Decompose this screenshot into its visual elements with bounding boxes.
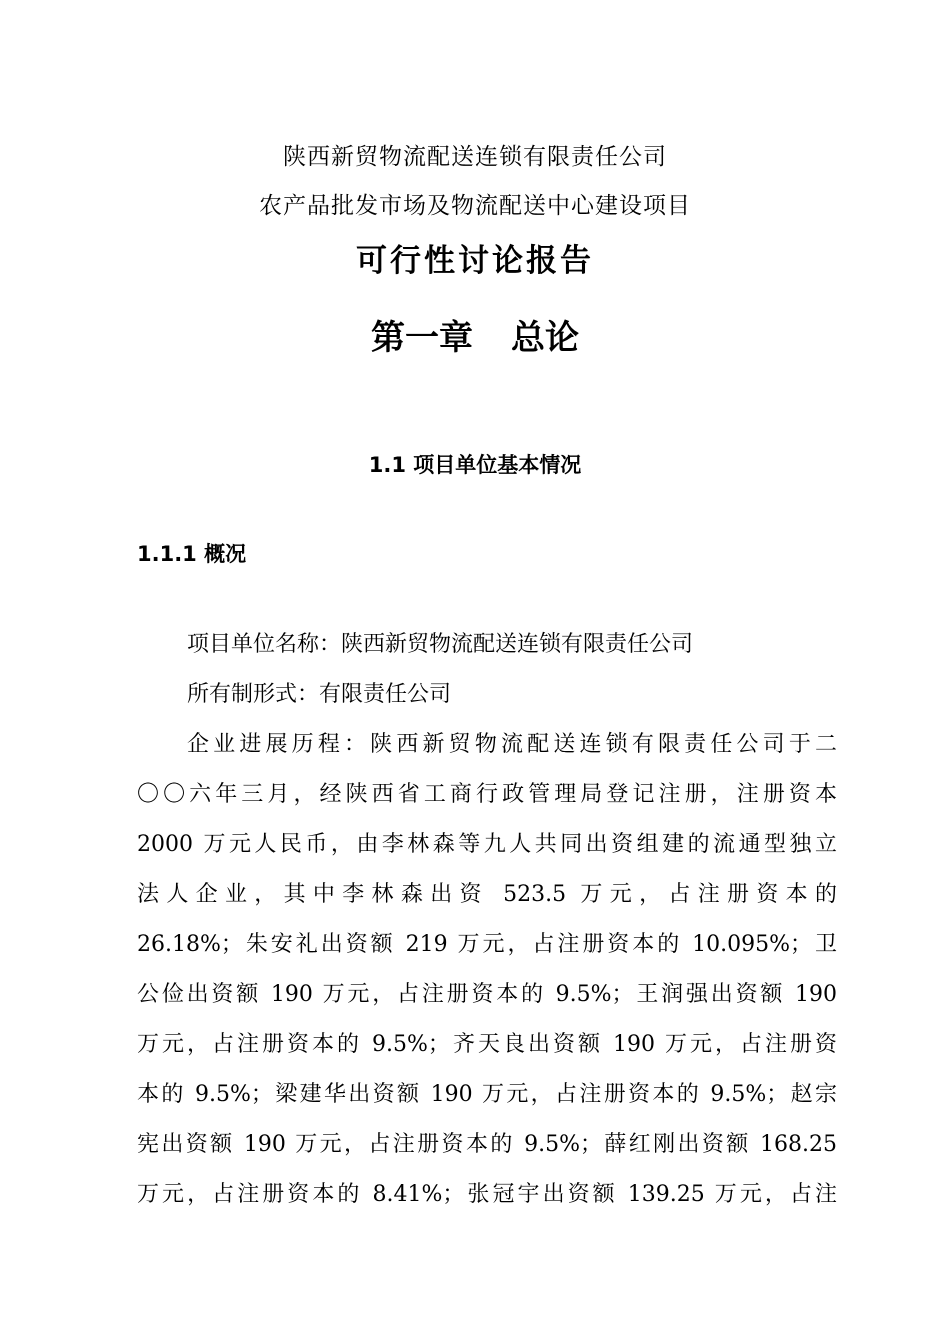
report-title: 可行性讨论报告 — [356, 243, 594, 279]
paragraph-line: 万元，占注册资本的 8.41%；张冠宇出资额 139.25 万元，占注 — [137, 1182, 837, 1207]
chapter-title: 总论 — [511, 318, 579, 358]
paragraph-line: 所有制形式：有限责任公司 — [187, 682, 452, 707]
paragraph-line: 2000 万元人民币，由李林森等九人共同出资组建的流通型独立 — [137, 832, 837, 857]
company-name-title: 陕西新贸物流配送连锁有限责任公司 — [283, 144, 667, 170]
paragraph-line: 〇〇六年三月，经陕西省工商行政管理局登记注册，注册资本 — [137, 782, 837, 807]
paragraph-line: 本的 9.5%；梁建华出资额 190 万元，占注册资本的 9.5%；赵宗 — [137, 1082, 837, 1107]
chapter-number: 第一章 — [371, 318, 473, 358]
project-name-title: 农产品批发市场及物流配送中心建设项目 — [259, 193, 691, 219]
chapter-heading — [0, 310, 950, 359]
body-text — [137, 620, 837, 1220]
paragraph-line: 项目单位名称：陕西新贸物流配送连锁有限责任公司 — [187, 632, 694, 657]
section-heading: 1.1 项目单位基本情况 — [368, 453, 582, 477]
paragraph-line: 26.18%；朱安礼出资额 219 万元，占注册资本的 10.095%；卫 — [137, 932, 837, 957]
paragraph-line: 公俭出资额 190 万元，占注册资本的 9.5%；王润强出资额 190 — [137, 982, 837, 1007]
paragraph-line: 宪出资额 190 万元，占注册资本的 9.5%；薛红刚出资额 168.25 — [137, 1132, 837, 1157]
paragraph-line: 万元，占注册资本的 9.5%；齐天良出资额 190 万元，占注册资 — [137, 1032, 837, 1057]
paragraph-line: 企业进展历程：陕西新贸物流配送连锁有限责任公司于二 — [187, 732, 837, 757]
subsection-heading: 1.1.1 概况 — [137, 542, 247, 566]
paragraph-line: 法人企业，其中李林森出资 523.5 万元，占注册资本的 — [137, 882, 837, 907]
